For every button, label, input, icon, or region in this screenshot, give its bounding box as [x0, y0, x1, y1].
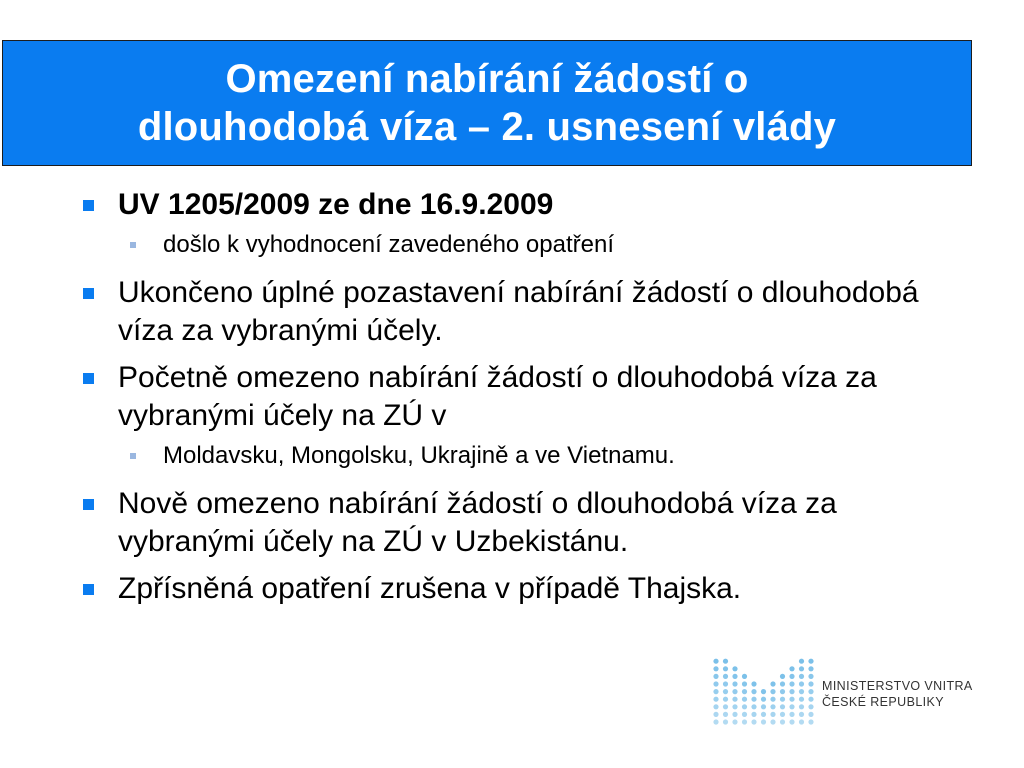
logo-dot [751, 719, 756, 724]
logo-dot [713, 689, 718, 694]
logo-dot [799, 719, 804, 724]
logo-line-2: ČESKÉ REPUBLIKY [822, 695, 945, 709]
bullet-item [78, 570, 778, 608]
logo-dot [808, 712, 813, 717]
logo-dot [732, 689, 737, 694]
sub-bullet-text: došlo k vyhodnocení zavedeného opatření [163, 231, 614, 258]
logo-dot [808, 659, 813, 664]
logo-dot [799, 674, 804, 679]
logo-dot [761, 697, 766, 702]
ministry-logo [706, 650, 972, 728]
logo-dot [770, 719, 775, 724]
logo-dot [808, 681, 813, 686]
logo-dot [770, 689, 775, 694]
bullet-text: Nově omezeno nabírání žádostí o dlouhodobá víza za vybranými účely na ZÚ v Uzbekistánu. [118, 487, 837, 558]
logo-dot [761, 719, 766, 724]
bullet-item [78, 485, 968, 561]
logo-dot [780, 719, 785, 724]
logo-dot [808, 697, 813, 702]
logo-dot [723, 689, 728, 694]
logo-dot [799, 666, 804, 671]
logo-dot [723, 674, 728, 679]
logo-dot [742, 719, 747, 724]
logo-dot [780, 681, 785, 686]
logo-dot [808, 704, 813, 709]
bullet-item [78, 186, 968, 224]
logo-dot [732, 704, 737, 709]
logo-dot [742, 697, 747, 702]
title-banner [2, 40, 972, 166]
logo-dot [751, 704, 756, 709]
logo-dot [780, 697, 785, 702]
logo-dot [713, 704, 718, 709]
logo-dot [732, 674, 737, 679]
logo-dot [789, 712, 794, 717]
logo-dot [770, 697, 775, 702]
sub-bullet-text: Moldavsku, Mongolsku, Ukrajině a ve Vietnamu. [163, 442, 675, 469]
logo-dot [789, 704, 794, 709]
square-bullet-icon [83, 373, 94, 384]
logo-dot [799, 712, 804, 717]
logo-dot [799, 689, 804, 694]
logo-dot [751, 712, 756, 717]
logo-dot [789, 681, 794, 686]
small-square-bullet-icon [130, 242, 136, 248]
logo-line-1: MINISTERSTVO VNITRA [822, 679, 973, 693]
logo-dot [751, 697, 756, 702]
logo-dot [732, 719, 737, 724]
bullet-text: Početně omezeno nabírání žádostí o dlouhodobá víza za vybranými účely na ZÚ v [118, 361, 877, 432]
logo-dot [808, 666, 813, 671]
logo-dot [789, 697, 794, 702]
logo-dot [761, 712, 766, 717]
logo-dot [751, 689, 756, 694]
logo-dot [742, 712, 747, 717]
logo-dot [723, 719, 728, 724]
square-bullet-icon [83, 584, 94, 595]
logo-dot [761, 689, 766, 694]
logo-dot [808, 674, 813, 679]
logo-dot [713, 666, 718, 671]
bullet-text: Zpřísněná opatření zrušena v případě Thajska. [118, 572, 742, 605]
bullet-text: UV 1205/2009 ze dne 16.9.2009 [118, 188, 554, 221]
title-line-1: Omezení nabírání žádostí o [225, 57, 749, 101]
logo-dot [713, 697, 718, 702]
bullet-item [78, 359, 968, 435]
logo-dot [713, 681, 718, 686]
logo-dot [780, 712, 785, 717]
logo-dot [713, 659, 718, 664]
logo-dot [713, 712, 718, 717]
logo-dot [808, 689, 813, 694]
logo-dot [742, 704, 747, 709]
logo-dot [789, 689, 794, 694]
sub-bullet-item [78, 228, 968, 262]
logo-dot [713, 674, 718, 679]
logo-dot [789, 666, 794, 671]
logo-dot [780, 704, 785, 709]
logo-dot [770, 704, 775, 709]
logo-dot [789, 719, 794, 724]
logo-dot [808, 719, 813, 724]
dotted-m-logo-icon [706, 650, 816, 728]
logo-dot [799, 704, 804, 709]
logo-dot [770, 712, 775, 717]
logo-dot [723, 659, 728, 664]
logo-dot [732, 681, 737, 686]
logo-dot [742, 674, 747, 679]
logo-dot [789, 674, 794, 679]
logo-dot [742, 689, 747, 694]
logo-dot [799, 697, 804, 702]
bullet-list [78, 186, 968, 617]
logo-dot [780, 689, 785, 694]
slide-title [17, 55, 957, 151]
sub-bullet-item [78, 439, 968, 473]
logo-dot [799, 681, 804, 686]
logo-dot [723, 712, 728, 717]
square-bullet-icon [83, 499, 94, 510]
bullet-item [78, 274, 968, 350]
logo-dot [770, 681, 775, 686]
bullet-text: Ukončeno úplné pozastavení nabírání žádostí o dlouhodobá víza za vybranými účely. [118, 276, 919, 347]
logo-dot [732, 666, 737, 671]
logo-dot [742, 681, 747, 686]
logo-dot [761, 704, 766, 709]
logo-dot [723, 697, 728, 702]
logo-dot [732, 712, 737, 717]
square-bullet-icon [83, 200, 94, 211]
square-bullet-icon [83, 288, 94, 299]
logo-dot [713, 719, 718, 724]
logo-dot [732, 697, 737, 702]
logo-dot [799, 659, 804, 664]
logo-dot [723, 666, 728, 671]
title-line-2: dlouhodobá víza – 2. usnesení vlády [137, 105, 837, 149]
logo-dot [723, 704, 728, 709]
logo-dot [723, 681, 728, 686]
logo-text [822, 678, 973, 710]
logo-dot [751, 681, 756, 686]
small-square-bullet-icon [130, 453, 136, 459]
logo-dot [780, 674, 785, 679]
